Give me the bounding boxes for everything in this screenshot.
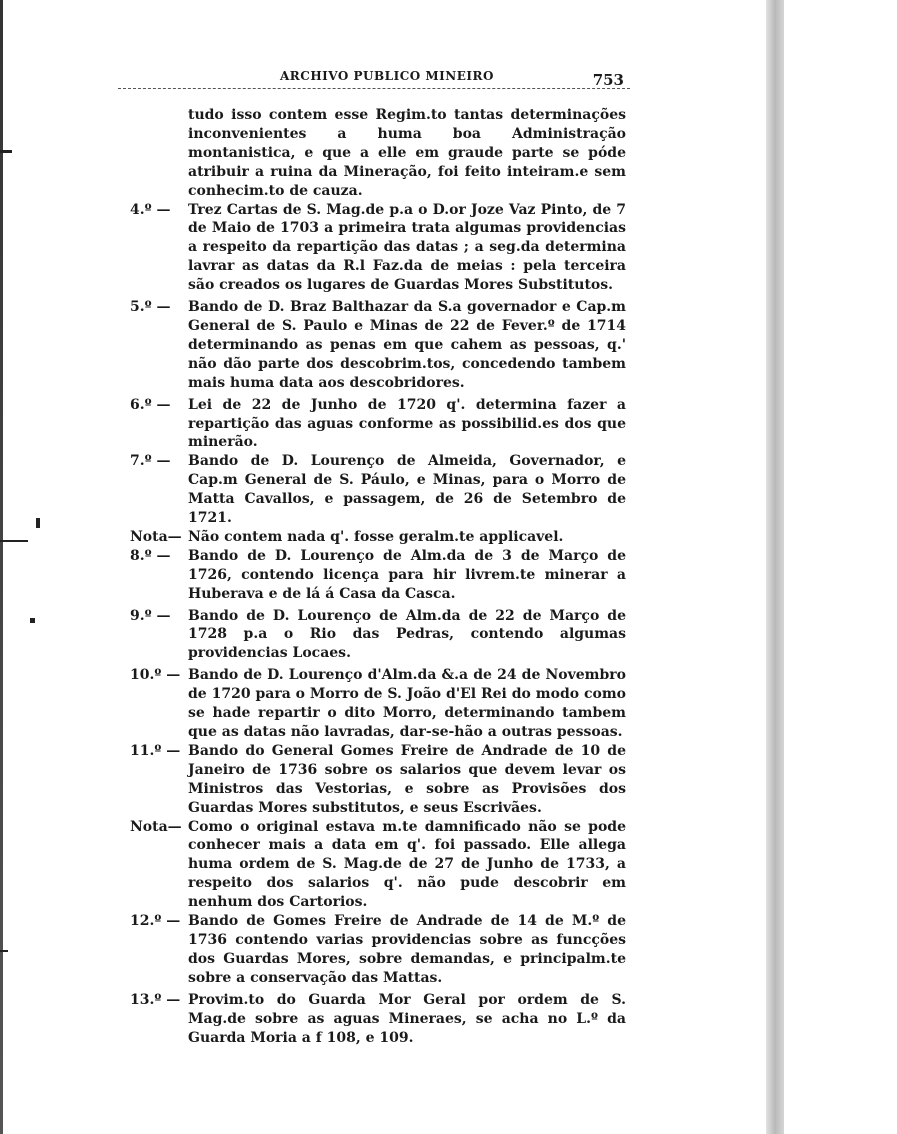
- list-item: [130, 298, 626, 393]
- entry-number: 11.º —: [130, 742, 181, 759]
- scan-speck: [36, 518, 40, 528]
- entry-number: Nota—: [130, 818, 182, 835]
- entry-text: Bando de D. Lourenço de Alm.da de 3 de Março de 1726, contendo licença para hir livrem.te minerar a Huberava e de lá á Casa da Casca.: [188, 547, 626, 602]
- entry-number: 4.º —: [130, 201, 171, 218]
- list-item: [130, 666, 626, 742]
- scan-left-edge: [0, 0, 3, 1134]
- entry-text: Bando do General Gomes Freire de Andrade de 10 de Janeiro de 1736 sobre os salarios que devem levar os Ministros das Vestorias, e sobre as Provisões dos Guardas Mores substitutos, e seus Escrivães.: [188, 742, 626, 816]
- scan-speck: [0, 950, 8, 952]
- header-rule: [118, 88, 630, 89]
- entry-text: Provim.to do Guarda Mor Geral por ordem de S. Mag.de sobre as aguas Mineraes, se acha no L.º da Guarda Moria a f 108, e 109.: [188, 991, 626, 1046]
- entry-number: 7.º —: [130, 453, 171, 470]
- scan-speck: [0, 540, 28, 542]
- page-number: 753: [592, 71, 624, 89]
- list-item: [130, 607, 626, 664]
- document-body: [130, 106, 626, 1047]
- page-header: [118, 64, 630, 96]
- entry-text: Não contem nada q'. fosse geralm.te applicavel.: [188, 528, 564, 545]
- entry-text: Bando de D. Braz Balthazar da S.a governador e Cap.m General de S. Paulo e Minas de 22 de Fever.º de 1714 determinando as penas em que cahem as pessoas, q.' não dão parte dos descobrim.tos, concedendo tambem mais huma data aos descobridores.: [188, 299, 626, 391]
- intro-paragraph: tudo isso contem esse Regim.to tantas determinações inconvenientes a huma boa Administração montanistica, e que a elle em graude parte se póde atribuir a ruina da Mineração, foi feito inteiram.e sem conhecim.to de cauza.: [188, 107, 626, 199]
- entry-number: 9.º —: [130, 607, 171, 624]
- list-item: [130, 547, 626, 604]
- entry-text: Lei de 22 de Junho de 1720 q'. determina fazer a repartição das aguas conforme as possibilid.es dos que minerão.: [188, 396, 626, 451]
- entry-text: Como o original estava m.te damnificado não se pode conhecer mais a data em q'. foi passado. Elle allega huma ordem de S. Mag.de de 27 de Junho de 1733, a respeito dos salarios q'. não pude descobrir em nenhum dos Cartorios.: [188, 818, 626, 911]
- entry-number: 13.º —: [130, 991, 181, 1008]
- entry-text: Trez Cartas de S. Mag.de p.a o D.or Joze Vaz Pinto, de 7 de Maio de 1703 a primeira trata algumas providencias a respeito da repartição das datas ; a seg.da determina lavrar as datas da R.l Faz.da de meias : pela terceira são creados os lugares de Guardas Mores Substitutos.: [188, 201, 626, 294]
- list-item: [130, 201, 626, 296]
- list-item: [130, 742, 626, 818]
- entry-text: Bando de Gomes Freire de Andrade de 14 de M.º de 1736 contendo varias providencias sobre as funcções dos Guardas Mores, sobre demandas, e principalm.te sobre a conservação das Mattas.: [188, 913, 626, 986]
- entry-text: Bando de D. Lourenço de Almeida, Governador, e Cap.m General de S. Páulo, e Minas, para o Morro de Matta Cavallos, e passagem, de 26 de Setembro de 1721.: [188, 453, 626, 527]
- list-item: [130, 818, 626, 913]
- list-item: [130, 991, 626, 1048]
- entry-text: Bando de D. Lourenço de Alm.da de 22 de Março de 1728 p.a o Rio das Pedras, contendo algumas providencias Locaes.: [188, 607, 626, 662]
- entry-number: 5.º —: [130, 299, 171, 316]
- running-title: ARCHIVO PUBLICO MINEIRO: [280, 69, 494, 83]
- entry-number: 8.º —: [130, 547, 171, 564]
- entry-text: Bando de D. Lourenço d'Alm.da &.a de 24 de Novembro de 1720 para o Morro de S. João d'El Rei do modo como se hade repartir o dito Morro, determinando tambem que as datas não lavradas, dar-se-hão a outras pessoas.: [188, 667, 626, 740]
- entry-number: 6.º —: [130, 396, 171, 413]
- scan-speck: [0, 150, 12, 153]
- scan-gutter-shadow: [766, 0, 784, 1134]
- list-item: [130, 528, 626, 547]
- entry-number: Nota—: [130, 528, 182, 545]
- entry-number: 10.º —: [130, 667, 181, 684]
- list-item: [130, 452, 626, 528]
- entry-number: 12.º —: [130, 913, 181, 930]
- scan-speck: [30, 618, 35, 623]
- list-item: [130, 912, 626, 988]
- list-item: [130, 396, 626, 453]
